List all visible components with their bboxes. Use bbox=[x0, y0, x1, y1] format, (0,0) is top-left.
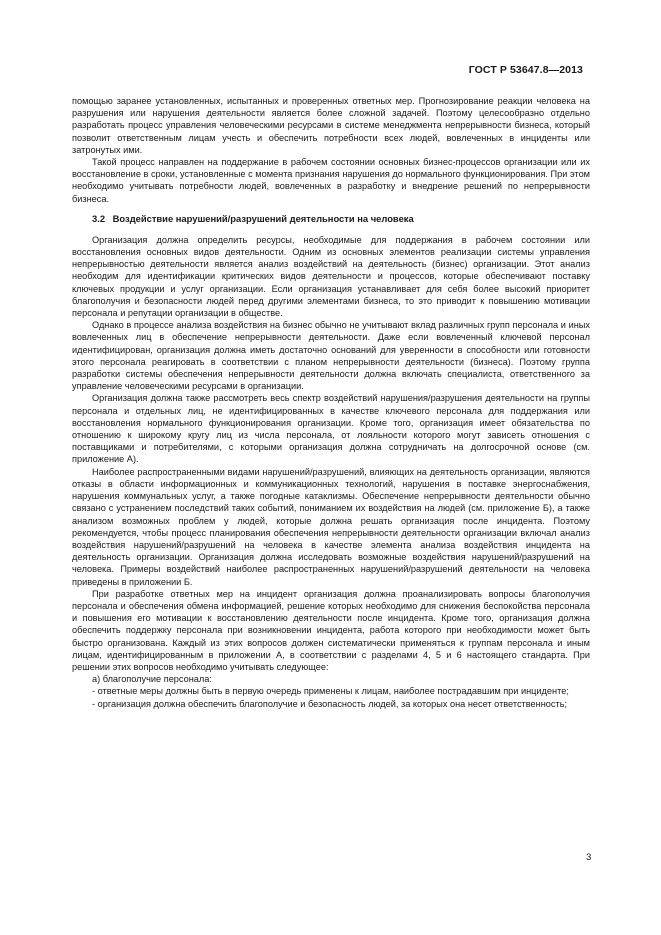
paragraph: помощью заранее установленных, испытанных и проверенных ответных мер. Прогнозирование реакции человека на разрушения или нарушения деятельности является более сложной задачей. Поэтому целесообразно отдельно разработать процесс управления человеческими ресурсами в системе менеджмента непрерывности бизнеса, который позволит ответственным лицам учесть и обеспечить потребности всех людей, вовлеченных в инциденты или затронутых ими. bbox=[72, 96, 590, 155]
list-item: - организация должна обеспечить благополучие и безопасность людей, за которых она несет ответственность; bbox=[92, 698, 568, 709]
paragraph: Однако в процессе анализа воздействия на бизнес обычно не учитывают вклад различных групп персонала и иных вовлеченных лиц в обеспечение непрерывности деятельности. Даже если вовлеченный ключевой персонал идентифицирован, организация должна иметь достаточно оснований для уверенности в способности или готовности этого персонала реагировать в соответствии с планом непрерывности деятельности (бизнеса). Поэтому группа разработки системы обеспечения непрерывности деятельности должна включать специалиста, ответственного за управление человеческими ресурсами в организации. bbox=[72, 320, 590, 392]
section-number: 3.2 bbox=[92, 212, 106, 224]
document-body bbox=[72, 95, 590, 710]
paragraph: Организация должна определить ресурсы, необходимые для поддержания в рабочем состоянии или восстановления основных видов деятельности. Одним из основных элементов реализации системы управления непрерывностью деятельности является анализ воздействий на деятельность (бизнес) организации. Этот анализ необходим для идентификации критических видов деятельности и процессов, которые обеспечивают поставку ключевых продукции и услуг организации. Если организация устанавливает для себя более высокий приоритет благополучия и безопасности людей перед другими элементами бизнеса, то это приводит к повышению мотивации персонала и репутации организации в обществе. bbox=[72, 234, 590, 319]
paragraph: Такой процесс направлен на поддержание в рабочем состоянии основных бизнес-процессов организации или их восстановление в сроки, установленные с момента признания нарушения до нормального функционирования. При этом необходимо учитывать потребности людей, вовлеченных в разработку и внедрение решений по непрерывности бизнеса. bbox=[72, 157, 590, 204]
paragraph: Наиболее распространенными видами нарушений/разрушений, влияющих на деятельность организации, являются отказы в области информационных и коммуникационных технологий, нарушения в поставке энергоснабжения, нарушения коммунальных услуг, а также погодные катаклизмы. Обеспечение непрерывности деятельности обычно связано с устранением последствий таких событий, пониманием их воздействия на людей (см. приложение Б), а также анализом возможных проблем у людей, которые должна решать организация после инцидента. Поэтому рекомендуется, чтобы процесс планирования обеспечения непрерывности деятельности организации включал анализ воздействия нарушений/разрушений на человека в качестве элемента анализа воздействия инцидента на деятельность организации. Организация должна исследовать возможные воздействия нарушений/разрушений на человека. Примеры воздействий наиболее распространенных нарушений/разрушений деятельности на человека приведены в приложении Б. bbox=[72, 466, 590, 587]
paragraph: При разработке ответных мер на инцидент организация должна проанализировать вопросы благополучия персонала и обеспечения обмена информацией, решение которых необходимо для снижения беспокойства персонала и повышения его мотивации к восстановлению деятельности после инцидента. Кроме того, организация должна обеспечить поддержку персонала при возникновении инцидента, работа которого при необходимости может быть быстро организована. Каждый из этих вопросов должен систематически применяться к группам персонала и иным лицам, идентифицированным в приложении А, в соответствии с разделами 4, 5 и 6 настоящего стандарта. При решении этих вопросов необходимо учитывать следующее: bbox=[72, 588, 590, 672]
list-item: а) благополучие персонала: bbox=[92, 674, 212, 685]
section-heading bbox=[92, 213, 590, 225]
page-number: 3 bbox=[586, 852, 592, 863]
paragraph: Организация должна также рассмотреть весь спектр воздействий нарушения/разрушения деятельности на группы персонала и отдельных лиц, не идентифицированных в качестве ключевого персонала для поддержания или восстановления нормального функционирования организации. Кроме того, организация имеет обязательства по отношению к широкому кругу лиц из числа персонала, от лояльности которого могут зависеть отношения с поставщиками и потребителями, с которыми организация должна сотрудничать на долгосрочной основе (см. приложение А). bbox=[72, 393, 590, 465]
standard-header: ГОСТ Р 53647.8—2013 bbox=[468, 64, 583, 76]
list-item: - ответные меры должны быть в первую очередь применены к лицам, наиболее пострадавшим при инциденте; bbox=[92, 686, 569, 697]
section-title: Воздействие нарушений/разрушений деятельности на человека bbox=[112, 212, 414, 224]
